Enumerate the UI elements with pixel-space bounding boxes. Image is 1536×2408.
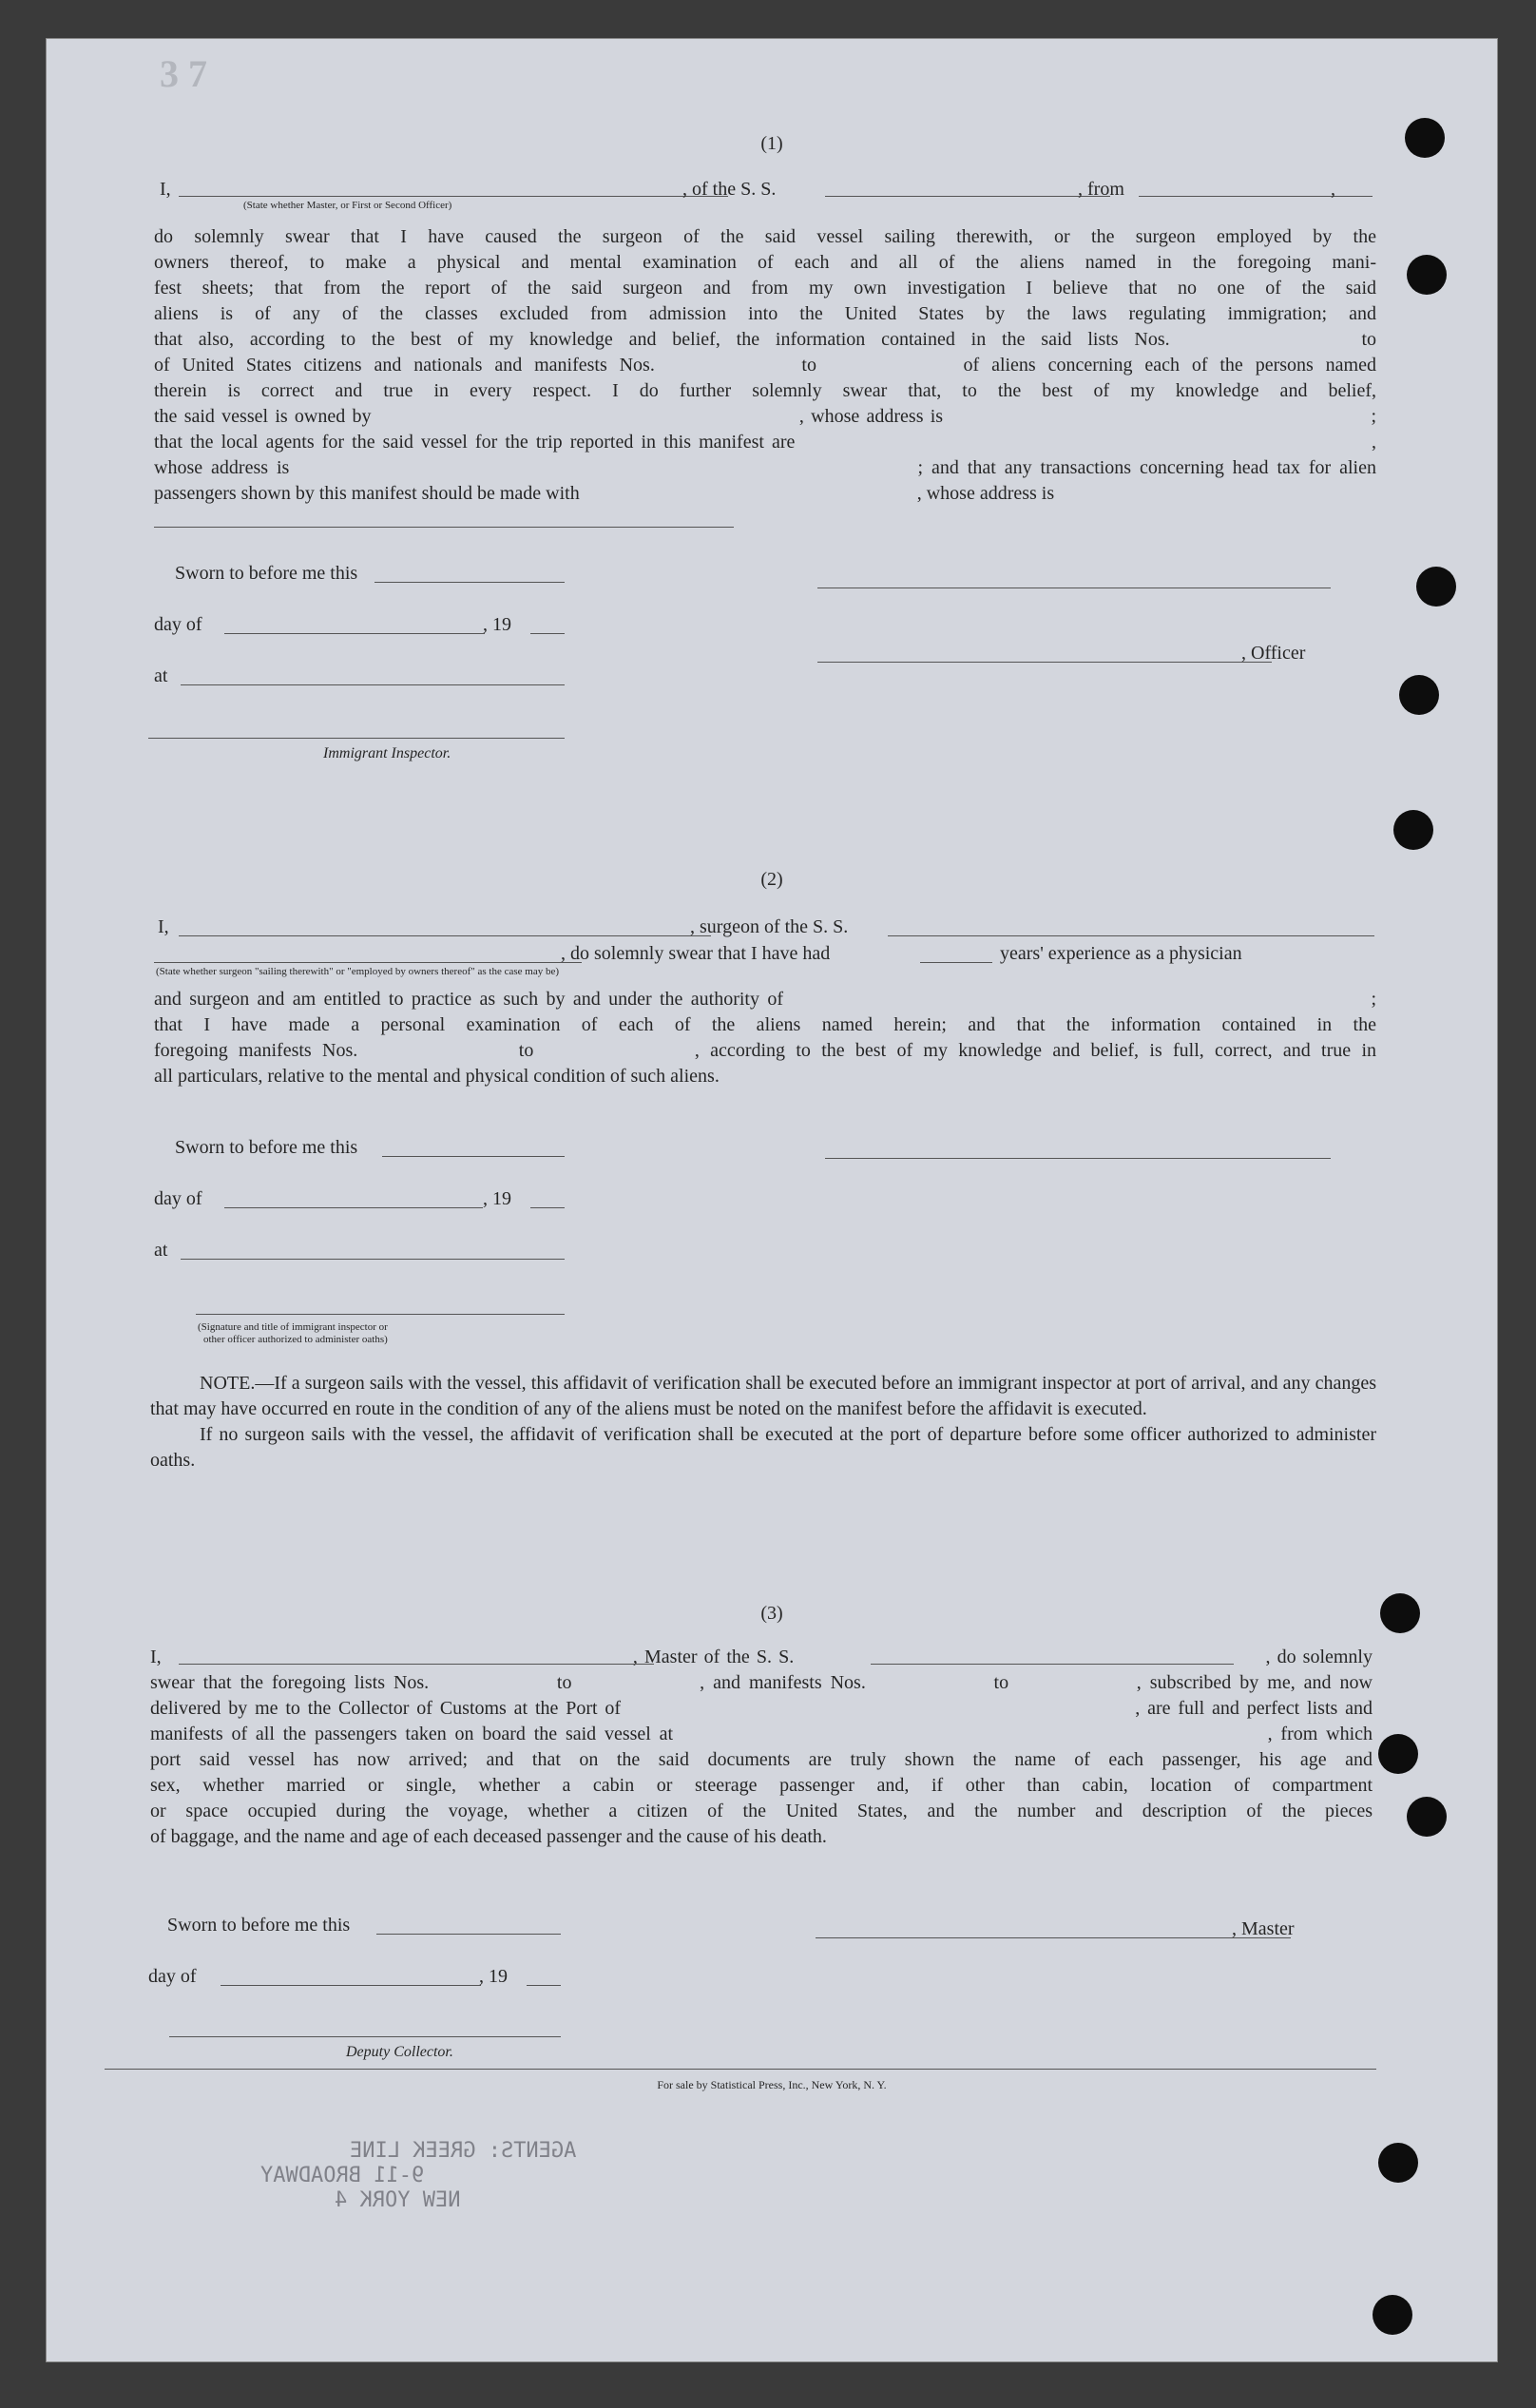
s1-line-4: aliens is of any of the classes excluded from admission into the United States by the laws regulating immigration; and bbox=[154, 303, 1376, 324]
s1-line-5: that also, according to the best of my knowledge and belief, the information contained in the said lists Nos. to bbox=[154, 329, 1376, 350]
s1-sworn: Sworn to before me this bbox=[175, 563, 358, 584]
s2-years-line bbox=[920, 962, 992, 963]
s3-line-3: delivered by me to the Collector of Customs at the Port of , are full and perfect lists and bbox=[150, 1698, 1373, 1719]
s1-day-of: day of bbox=[154, 614, 202, 635]
s2-ship-line bbox=[888, 935, 1374, 936]
s2-line-1: and surgeon and am entitled to practice as such by and under the authority of ; bbox=[154, 989, 1376, 1010]
s1-inspector-line bbox=[148, 738, 565, 739]
s2-sig-note-2: other officer authorized to administer oaths) bbox=[203, 1334, 388, 1345]
s1-line-3: fest sheets; that from the report of the said surgeon and from my own investigation I believe that no one of the said bbox=[154, 278, 1376, 299]
s1-at-line bbox=[181, 684, 565, 685]
s2-i: I, bbox=[158, 916, 169, 937]
punch-hole bbox=[1378, 2143, 1418, 2183]
s2-swear: , do solemnly swear that I have had bbox=[561, 943, 831, 964]
s2-at-line bbox=[181, 1259, 565, 1260]
s3-year-line bbox=[527, 1985, 561, 1986]
s2-sworn-line bbox=[382, 1156, 565, 1157]
footer-imprint: For sale by Statistical Press, Inc., New York, N. Y. bbox=[657, 2078, 887, 2091]
s1-signature-line-2 bbox=[817, 662, 1272, 663]
s3-name-line bbox=[179, 1664, 654, 1665]
s3-line-2: swear that the foregoing lists Nos. to , and manifests Nos. to , subscribed by me, and now bbox=[150, 1672, 1373, 1693]
s3-day-line bbox=[221, 1985, 481, 1986]
punch-hole bbox=[1407, 255, 1447, 295]
s3-signature-line bbox=[816, 1937, 1291, 1938]
s1-ship-line bbox=[825, 196, 1110, 197]
section-3-number: (3) bbox=[760, 1603, 783, 1624]
s3-line-5: port said vessel has now arrived; and that on the said documents are truly shown the name of each passenger, his age and bbox=[150, 1749, 1373, 1770]
s2-line-2: that I have made a personal examination of each of the aliens named herein; and that the information contained in the bbox=[154, 1014, 1376, 1035]
s1-year-line bbox=[530, 633, 565, 634]
footer-rule bbox=[105, 2069, 1376, 2070]
note-paragraph-2: If no surgeon sails with the vessel, the affidavit of verification shall be executed at the port of departure before some officer authorized to administer oaths. bbox=[150, 1424, 1376, 1471]
s3-deputy-line bbox=[169, 2036, 561, 2037]
s1-year: , 19 bbox=[483, 614, 511, 635]
s1-comma: , bbox=[1331, 179, 1335, 200]
s1-at: at bbox=[154, 665, 168, 686]
s2-year: , 19 bbox=[483, 1188, 511, 1209]
punch-hole bbox=[1373, 2295, 1412, 2335]
s1-from: , from bbox=[1078, 179, 1124, 200]
surgeon-note bbox=[150, 1371, 1376, 1474]
s1-line-6: of United States citizens and nationals and manifests Nos. to of aliens concerning each of the persons named bbox=[154, 355, 1376, 376]
agent-stamp-line-3: NEW YORK 4 bbox=[335, 2188, 461, 2212]
s3-sworn-line bbox=[376, 1934, 561, 1935]
document-page bbox=[46, 38, 1498, 2362]
s2-line-3: foregoing manifests Nos. to , according to the best of my knowledge and belief, is full, correct, and true in bbox=[154, 1040, 1376, 1061]
section-2-number: (2) bbox=[760, 869, 783, 890]
agent-stamp-line-2: 9-11 BROADWAY bbox=[260, 2164, 425, 2187]
s2-day-line bbox=[224, 1207, 483, 1208]
s3-line-7: or space occupied during the voyage, whether a citizen of the United States, and the number and description of the pieces bbox=[150, 1801, 1373, 1821]
s2-status-line bbox=[154, 962, 582, 963]
s1-sworn-line bbox=[374, 582, 565, 583]
s1-line-8: the said vessel is owned by , whose address is ; bbox=[154, 406, 1376, 427]
s2-at: at bbox=[154, 1240, 168, 1261]
s1-line-10: whose address is ; and that any transactions concerning head tax for alien bbox=[154, 457, 1376, 478]
s1-from-line bbox=[1139, 196, 1373, 197]
s1-rank-note: (State whether Master, or First or Second Officer) bbox=[243, 200, 452, 211]
s1-line-2: owners thereof, to make a physical and mental examination of each and all of the aliens named in the foregoing mani- bbox=[154, 252, 1376, 273]
s1-address-line bbox=[154, 527, 734, 528]
s3-ship-line bbox=[871, 1664, 1234, 1665]
s1-line-1: do solemnly swear that I have caused the surgeon of the said vessel sailing therewith, or the surgeon employed by the bbox=[154, 226, 1376, 247]
s2-sig-note-1: (Signature and title of immigrant inspector or bbox=[198, 1321, 388, 1333]
s3-line-4: manifests of all the passengers taken on board the said vessel at , from which bbox=[150, 1724, 1373, 1744]
s1-i: I, bbox=[160, 179, 171, 200]
s3-master: , Master bbox=[1232, 1918, 1295, 1939]
corner-marks: 3 7 bbox=[160, 52, 207, 95]
s1-rank-line bbox=[179, 196, 728, 197]
s2-year-line bbox=[530, 1207, 565, 1208]
s3-year: , 19 bbox=[479, 1966, 508, 1987]
punch-hole bbox=[1399, 675, 1439, 715]
s3-deputy-caption: Deputy Collector. bbox=[346, 2044, 453, 2060]
note-paragraph-1: NOTE.—If a surgeon sails with the vessel, this affidavit of verification shall be executed before an immigrant inspector at port of arrival, and any changes that may have occurred en route in the condition of any of the aliens must be noted on the manifest before the affidavit is executed. bbox=[150, 1373, 1376, 1419]
s1-inspector-caption: Immigrant Inspector. bbox=[323, 745, 451, 761]
s1-officer: , Officer bbox=[1241, 643, 1306, 664]
s2-day-of: day of bbox=[154, 1188, 202, 1209]
s3-line-1: I, , Master of the S. S. , do solemnly bbox=[150, 1647, 1373, 1667]
s2-inspector-line bbox=[196, 1314, 565, 1315]
punch-hole bbox=[1378, 1734, 1418, 1774]
s3-line-8: of baggage, and the name and age of each deceased passenger and the cause of his death. bbox=[150, 1826, 827, 1847]
section-1-number: (1) bbox=[760, 133, 783, 154]
s3-sworn: Sworn to before me this bbox=[167, 1915, 351, 1936]
s2-years: years' experience as a physician bbox=[1000, 943, 1242, 964]
s1-day-line bbox=[224, 633, 485, 634]
s2-line-4: all particulars, relative to the mental and physical condition of such aliens. bbox=[154, 1066, 720, 1087]
s1-line-11: passengers shown by this manifest should be made with , whose address is bbox=[154, 483, 1055, 504]
punch-hole bbox=[1393, 810, 1433, 850]
s2-sworn: Sworn to before me this bbox=[175, 1137, 358, 1158]
s2-surgeon-of: , surgeon of the S. S. bbox=[690, 916, 849, 937]
s1-of-ss: , of the S. S. bbox=[682, 179, 777, 200]
punch-hole bbox=[1407, 1797, 1447, 1837]
s1-line-9: that the local agents for the said vessel for the trip reported in this manifest are , bbox=[154, 432, 1376, 453]
s2-status-note: (State whether surgeon "sailing therewith" or "employed by owners thereof" as the case may be) bbox=[156, 966, 560, 977]
s2-name-line bbox=[179, 935, 711, 936]
s2-signature-line bbox=[825, 1158, 1331, 1159]
agent-stamp-line-1: AGENTS: GREEK LINE bbox=[350, 2139, 577, 2163]
s3-line-6: sex, whether married or single, whether a cabin or steerage passenger and, if other than cabin, location of compartment bbox=[150, 1775, 1373, 1796]
punch-hole bbox=[1416, 567, 1456, 607]
s1-line-7: therein is correct and true in every respect. I do further solemnly swear that, to the best of my knowledge and belief, bbox=[154, 380, 1376, 401]
s3-day-of: day of bbox=[148, 1966, 197, 1987]
